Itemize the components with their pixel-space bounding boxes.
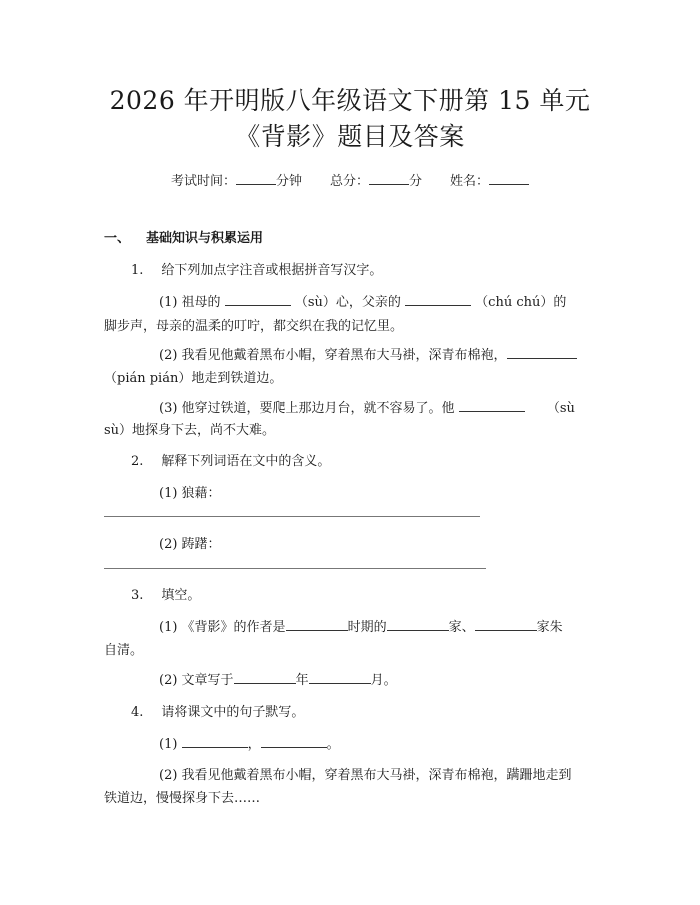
section-heading xyxy=(104,226,263,251)
answer-blank[interactable] xyxy=(475,617,537,631)
answer-blank[interactable] xyxy=(234,670,296,684)
score-blank[interactable] xyxy=(369,172,409,185)
score-label: 总分： xyxy=(329,174,369,189)
answer-blank[interactable] xyxy=(507,345,577,359)
time-unit: 分钟 xyxy=(275,174,302,189)
question-1-prompt: 1. 给下列加点字注音或根据拼音写汉字。 xyxy=(131,263,383,278)
question-1-1-line-1: (1) 祖母的 （sù）心，父亲的 （chú chú）的 xyxy=(159,290,566,315)
question-1-2-line-2: （pián pián）地走到铁道边。 xyxy=(104,371,283,386)
question-3-2: (2) 文章写于 年 月。 xyxy=(159,668,397,693)
time-label: 考试时间： xyxy=(170,174,236,189)
answer-blank[interactable] xyxy=(405,292,471,306)
question-3-1-line-1: (1) 《背影》的作者是 时期的 家、 家朱 xyxy=(159,615,563,640)
exam-meta xyxy=(0,170,700,189)
answer-blank[interactable] xyxy=(261,734,327,748)
answer-blank[interactable] xyxy=(459,398,525,412)
answer-blank[interactable] xyxy=(182,734,248,748)
answer-blank[interactable] xyxy=(309,670,371,684)
answer-blank[interactable] xyxy=(387,617,449,631)
answer-blank[interactable] xyxy=(225,292,291,306)
question-1-3-line-2: sù）地探身下去，尚不大难。 xyxy=(104,423,276,438)
section-title: 基础知识与积累运用 xyxy=(146,231,264,246)
question-4-2-line-2: 铁道边，慢慢探身下去…… xyxy=(104,791,261,806)
score-unit: 分 xyxy=(409,174,423,189)
name-label: 姓名： xyxy=(450,174,490,189)
section-number: 一、 xyxy=(104,231,131,246)
question-4-2-line-1: (2) 我看见他戴着黑布小帽，穿着黑布大马褂，深青布棉袍，蹒跚地走到 xyxy=(159,768,572,783)
question-2-1: (1) 狼藉： xyxy=(159,486,221,501)
question-2-2: (2) 踌躇： xyxy=(159,537,221,552)
page-title-line-1: 2026 年开明版八年级语文下册第 15 单元 xyxy=(109,86,591,115)
question-1-1-line-2: 脚步声，母亲的温柔的叮咛，都交织在我的记忆里。 xyxy=(104,319,404,334)
question-3-1-line-2: 自清。 xyxy=(104,643,144,658)
name-blank[interactable] xyxy=(489,172,529,185)
question-2-prompt: 2. 解释下列词语在文中的含义。 xyxy=(131,454,331,469)
answer-blank[interactable] xyxy=(286,617,348,631)
question-4-1: (1) ， 。 xyxy=(159,732,340,757)
question-1-2-line-1: (2) 我看见他戴着黑布小帽，穿着黑布大马褂，深青布棉袍， xyxy=(159,343,577,368)
answer-line[interactable] xyxy=(104,568,486,569)
question-3-prompt: 3. 填空。 xyxy=(131,588,201,603)
question-4-prompt: 4. 请将课文中的句子默写。 xyxy=(131,705,305,720)
answer-line[interactable] xyxy=(104,516,480,517)
page-title-line-2: 《背影》题目及答案 xyxy=(235,122,465,151)
question-1-3-line-1: (3) 他穿过铁道，要爬上那边月台，就不容易了。他 （sù xyxy=(159,396,575,421)
time-blank[interactable] xyxy=(236,172,276,185)
